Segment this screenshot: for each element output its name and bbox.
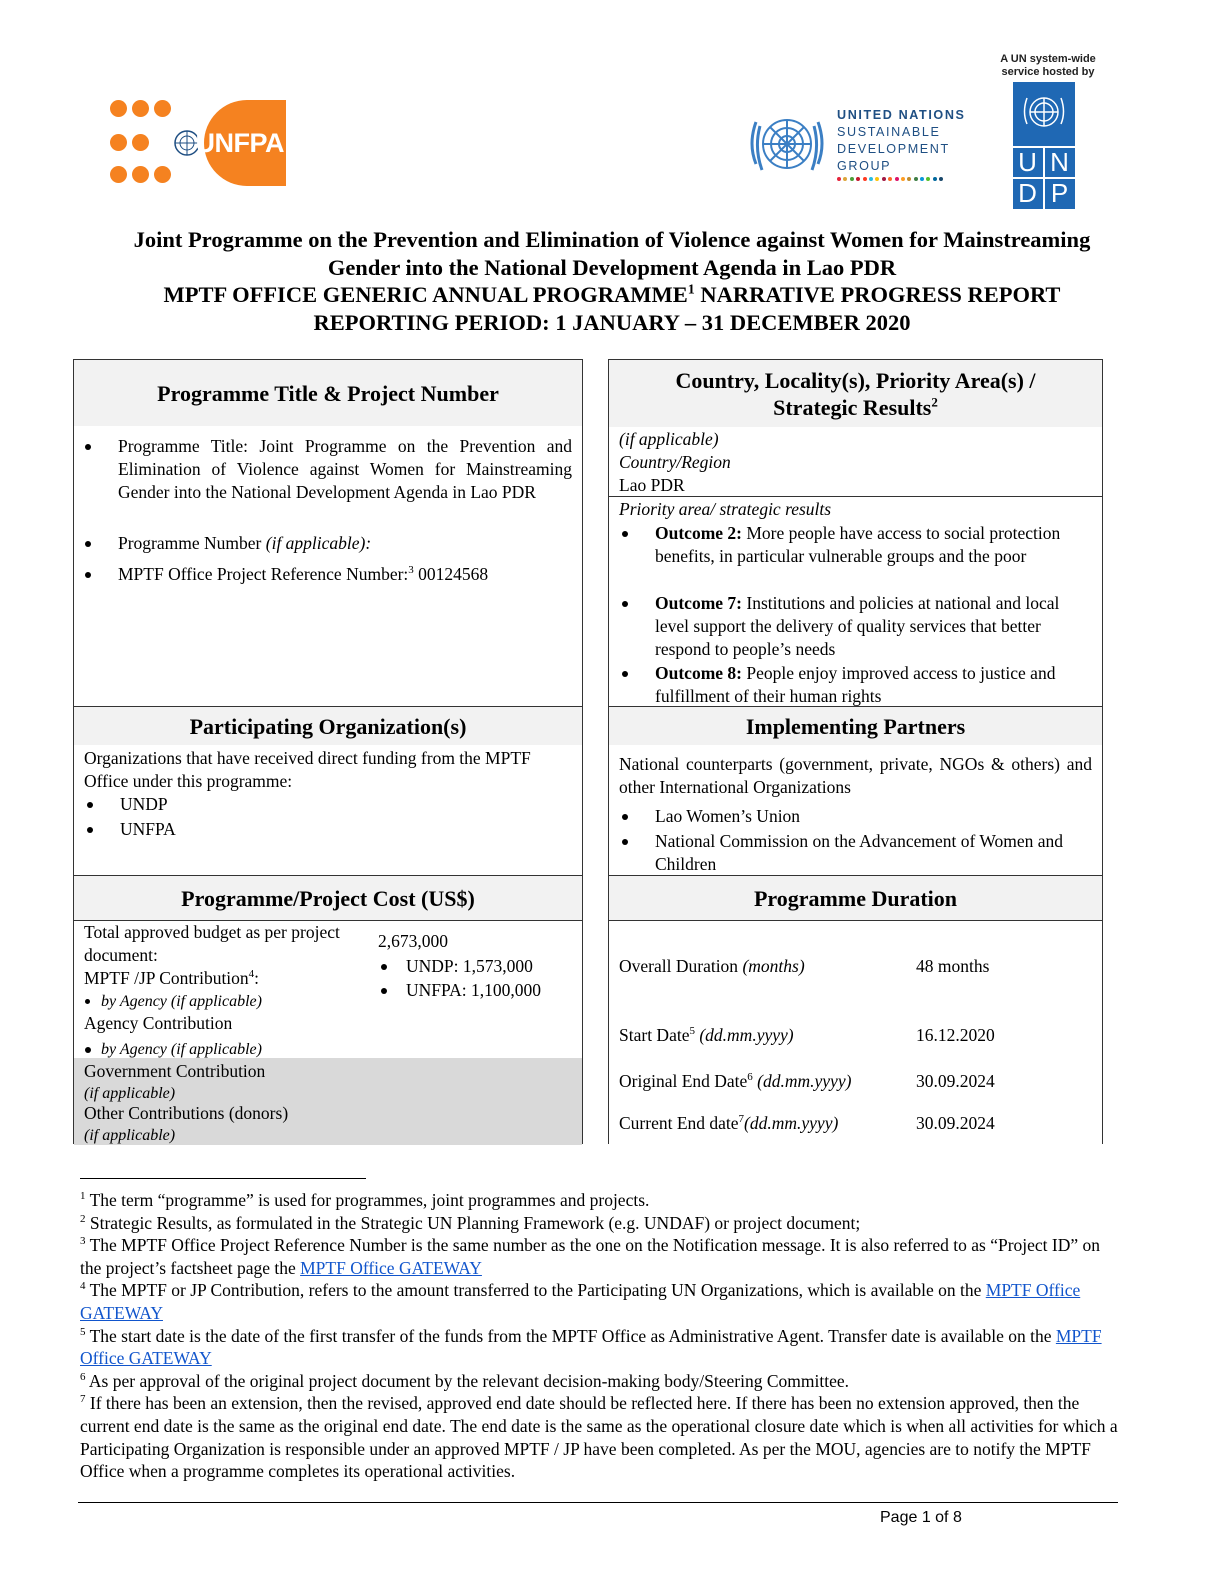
footnote-ref: 6 [747,1071,753,1084]
programme-title-item: Programme Title: Joint Programme on the Prevention and Elimination of Violence against Women for Mainstreaming Gender into the National Development Agenda in Lao PDR [118,435,572,504]
sdg-dot [914,177,918,181]
undp-letter-n: N [1050,147,1069,177]
undp-letter-p: P [1050,178,1069,208]
country-region-value: Lao PDR [619,475,685,495]
sdg-dot [907,177,911,181]
by-agency-label: by Agency (if applicable) [101,1040,262,1059]
title-line-2: Gender into the National Development Agenda in Lao PDR [327,254,897,280]
start-date-value: 16.12.2020 [916,1025,995,1045]
sdg-dot [843,177,847,181]
footnote-1: $^1$ The term “programme” is used for programmes, joint programmes and projects. [80,1190,650,1210]
left-info-table [73,359,583,1144]
unsdg-line-4: GROUP [837,159,892,173]
outcome-item: Outcome 2: More people have access to social protection benefits, in particular vulnerable groups and the poor [655,522,1095,568]
footnote-ref: 2 [931,394,938,410]
project-reference-item: MPTF Office Project Reference Number:$^3$ 00124568 [118,563,572,586]
footnote-2: $^2$ Strategic Results, as formulated in the Strategic UN Planning Framework (e.g. UNDAF) or project document; [80,1212,861,1233]
mptf-gateway-link[interactable]: MPTF Office GATEWAY [300,1257,482,1278]
sdg-dot [856,177,860,181]
undp-letter-d: D [1018,178,1037,208]
undp-caption [998,53,1098,79]
footnote-ref: 3 [408,564,414,577]
unsdg-wordmark [837,107,966,175]
sdg-dot [888,177,892,181]
start-date-label: Start Date$^5$ (dd.mm.yyyy) [619,1025,794,1045]
undp-contribution-value: UNDP: 1,573,000 [406,955,533,978]
sdg-dot [850,177,854,181]
unsdg-line-1: UNITED NATIONS [837,108,966,122]
original-end-date-value: 30.09.2024 [916,1071,995,1091]
footnote-ref: 4 [248,968,255,981]
by-agency-label: by Agency (if applicable) [101,992,262,1011]
unsdg-logo [742,104,982,188]
undp-caption-line-2: service hosted by [1001,66,1095,78]
if-applicable-note: (if applicable) [619,429,719,449]
mptf-contribution-label: MPTF /JP Contribution$^4$: [84,968,260,988]
programme-number-item: Programme Number (if applicable): [118,532,572,555]
implementing-partner-item: National Commission on the Advancement of Women and Children [655,830,1095,876]
sdg-dot [837,177,841,181]
title-line-3: MPTF OFFICE GENERIC ANNUAL PROGRAMME$^1$ NARRATIVE PROGRESS REPORT [163,282,1061,307]
sdg-color-dots [837,177,943,181]
original-end-date-label: Original End Date$^6$ (dd.mm.yyyy) [619,1071,852,1091]
implementing-partners-heading: Implementing Partners [609,707,1102,745]
sdg-dot [882,177,886,181]
sdg-dot [926,177,930,181]
right-info-table [608,359,1103,1144]
unfpa-logo [110,100,285,186]
unsdg-line-2: SUSTAINABLE [837,125,941,139]
title-line-1: Joint Programme on the Prevention and Elimination of Violence against Women for Mainstreaming [133,227,1091,252]
programme-title-heading: Programme Title & Project Number [74,360,582,426]
current-end-date-value: 30.09.2024 [916,1113,995,1133]
duration-heading: Programme Duration [609,876,1102,920]
un-emblem-icon [1021,90,1067,136]
cost-heading: Programme/Project Cost (US$) [74,876,582,920]
undp-logo [1013,82,1075,209]
implementing-partners-intro: National counterparts (government, private, NGOs & others) and other International Organizations [619,754,1092,797]
sdg-dot [901,177,905,181]
mptf-gateway-link[interactable]: MPTF Office GATEWAY [80,1325,1102,1369]
other-contributions-label: Other Contributions (donors) [84,1103,289,1123]
current-end-date-label: Current End date$^7$(dd.mm.yyyy) [619,1113,839,1133]
project-reference-number: 00124568 [413,564,489,584]
total-budget-label: Total approved budget as per project document: [84,922,340,965]
footnotes [80,1189,1120,1483]
footer-rule [78,1502,1118,1503]
footnote-ref: 1 [687,282,695,298]
footnote-separator [80,1178,366,1179]
unsdg-line-3: DEVELOPMENT [837,142,950,156]
outcome-item: Outcome 7: Institutions and policies at national and local level support the delivery of quality services that better respond to people’s needs [655,592,1095,661]
footnote-ref: 5 [689,1025,695,1038]
priority-area-label: Priority area/ strategic results [619,499,832,519]
report-title [60,226,1164,336]
participating-org-item: UNFPA [120,818,176,841]
sdg-dot [863,177,867,181]
footnote-ref: 7 [738,1113,745,1126]
overall-duration-value: 48 months [916,956,990,976]
country-heading: Country, Locality(s), Priority Area(s) / Strategic Results$^2$ [609,360,1102,427]
government-if-applicable: (if applicable) [84,1085,176,1102]
footnote-3: $^3$ The MPTF Office Project Reference Number is the same number as the one on the Notification message. It is also referred to as “Project ID” on the project’s factsheet page the MPTF Office GATEWAY [80,1235,1101,1278]
participating-orgs-intro: Organizations that have received direct funding from the MPTF Office under this programme: [84,748,531,791]
sdg-dot [895,177,899,181]
reporting-period: REPORTING PERIOD: 1 JANUARY – 31 DECEMBER 2020 [313,309,911,335]
footnote-7: $^7$ If there has been an extension, then the revised, approved end date should be reflected here. If there has been no extension approved, then the current end date is the same as the original end date. The end date is the same as the operational closure date which is when all activities for which a Participating Organization is responsible under an approved MPTF / JP have been completed. As per the MOU, agencies are to notify the MPTF Office when a programme completes its operational activities. [80,1393,1118,1482]
total-budget-value: 2,673,000 [378,931,448,951]
agency-contribution-label: Agency Contribution [84,1013,233,1033]
unfpa-wordmark: UNFPA [204,100,286,186]
footnote-4: $^4$ The MPTF or JP Contribution, refers to the amount transferred to the Participating UN Organizations, which is available on the MPTF Office GATEWAY [80,1280,1081,1323]
sdg-dot [875,177,879,181]
unfpa-contribution-value: UNFPA: 1,100,000 [406,979,541,1002]
sdg-dot [920,177,924,181]
un-emblem-icon [742,104,832,188]
sdg-dot [939,177,943,181]
outcome-item: Outcome 8: People enjoy improved access to justice and fulfillment of their human rights [655,662,1095,708]
sdg-dot [933,177,937,181]
undp-caption-line-1: A UN system-wide [1000,53,1096,65]
mptf-gateway-link[interactable]: MPTF Office GATEWAY [80,1280,1081,1323]
country-region-label: Country/Region [619,452,731,472]
participating-org-item: UNDP [120,793,168,816]
sdg-dot [869,177,873,181]
page-number: Page 1 of 8 [880,1509,962,1526]
government-contribution-label: Government Contribution [84,1061,266,1081]
footnote-5: $^5$ The start date is the date of the first transfer of the funds from the MPTF Office as Administrative Agent. Transfer date is available on the MPTF Office GATEWAY [80,1325,1102,1369]
other-if-applicable: (if applicable) [84,1127,176,1144]
implementing-partner-item: Lao Women’s Union [655,805,1095,828]
undp-letter-u: U [1018,147,1037,177]
footnote-6: $^6$ As per approval of the original project document by the relevant decision-making body/Steering Committee. [80,1370,849,1391]
overall-duration-label: Overall Duration (months) [619,956,805,976]
participating-orgs-heading: Participating Organization(s) [74,707,582,745]
